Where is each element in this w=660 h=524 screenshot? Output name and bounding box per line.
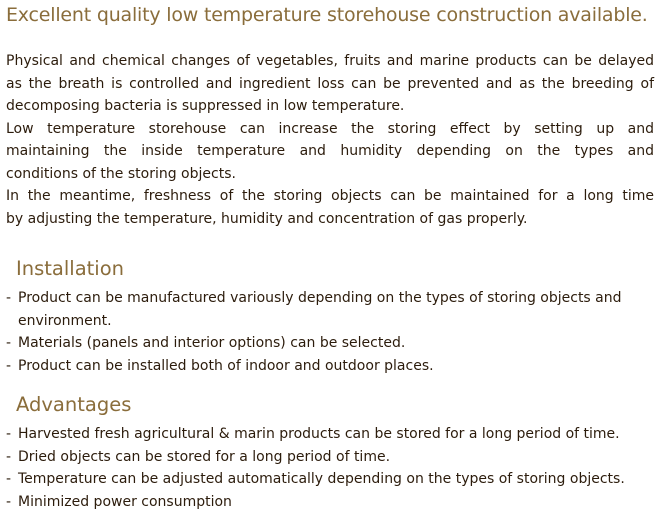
installation-list [6,287,654,377]
bullet-text: Minimized power consumption [18,493,232,510]
bullet-text: Product can be installed both of indoor and outdoor places. [18,357,434,374]
intro-line: as the breath is controlled and ingredient loss can be prevented and as the breeding of [6,75,654,92]
bullet-dash: - [6,493,12,510]
bullet-dash: - [6,290,12,306]
intro-paragraph-3 [6,185,654,230]
intro-line: conditions of the storing objects. [6,165,236,182]
intro-line: decomposing bacteria is suppressed in low temperature. [6,98,405,114]
bullet-text: Dried objects can be stored for a long period of time. [18,448,391,465]
intro-paragraph-2 [6,118,654,186]
intro-line: maintaining the inside temperature and humidity depending on the types and [6,143,654,159]
bullet-text: Temperature can be adjusted automatically depending on the types of storing objects. [18,471,625,487]
bullet-text: Harvested fresh agricultural & marin products can be stored for a long period of time. [18,426,620,442]
list-item [6,287,654,332]
bullet-dash: - [6,448,12,465]
bullet-dash: - [6,357,12,374]
list-item [6,332,654,355]
advantages-list [6,423,654,513]
intro-line: Physical and chemical changes of vegetables, fruits and marine products can be delayed [6,53,654,69]
intro-text [6,50,654,230]
advantages-title: Advantages [16,393,132,416]
list-item [6,468,654,491]
intro-line: Low temperature storehouse can increase the storing effect by setting up and [6,120,654,137]
list-item [6,423,654,446]
page-headline: Excellent quality low temperature storehouse construction available. [6,4,648,26]
intro-line: by adjusting the temperature, humidity and concentration of gas properly. [6,210,528,227]
bullet-dash: - [6,426,12,442]
bullet-dash: - [6,471,12,487]
list-item [6,446,654,469]
bullet-text: Materials (panels and interior options) can be selected. [18,335,406,351]
intro-line: In the meantime, freshness of the storing objects can be maintained for a long time [6,188,654,204]
installation-title: Installation [16,257,125,280]
bullet-dash: - [6,335,12,351]
list-item [6,355,654,378]
list-item [6,491,654,514]
intro-paragraph-1 [6,50,654,118]
bullet-text: Product can be manufactured variously depending on the types of storing objects and environment. [18,290,622,329]
